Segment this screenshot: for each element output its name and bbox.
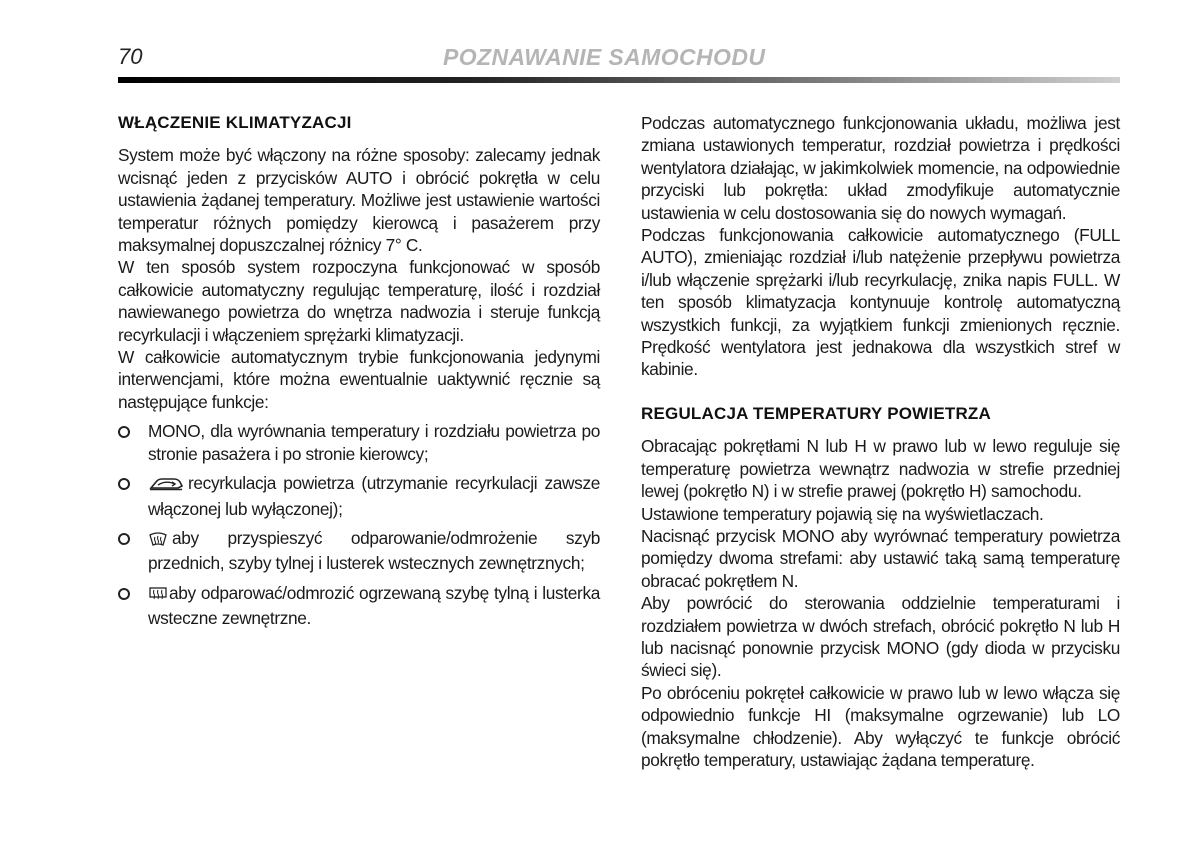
manual-functions-list: [118, 420, 600, 629]
paragraph: Podczas automatycznego funkcjonowania układu, możliwa jest zmiana ustawionych temperatur, rozdział powietrza i prędkości wentylatora działając, w jakimkolwiek momencie, na odpowiednie przyciski lub pokrętła: układ zmodyfikuje automatycznie ustawienia w celu dostosowania się do nowych wymagań.: [641, 113, 1120, 223]
paragraph: Po obróceniu pokręteł całkowicie w prawo lub w lewo włącza się odpowiednio funkcje HI (maksymalne ogrzewanie) lub LO (maksymalne chłodzenie). Aby wyłączyć te funkcje obrócić pokrętło temperatury, ustawiając żądana temperaturę.: [641, 682, 1120, 770]
header-rule: [118, 77, 1120, 83]
left-column: [118, 112, 600, 630]
list-item-text: recyrkulacja powietrza (utrzymanie recyrkulacji zawsze włączonej lub wyłączonej);: [148, 473, 600, 519]
paragraph: Aby powrócić do sterowania oddzielnie temperaturami i rozdziałem powietrza w dwóch strefach, obrócić pokrętło N lub H lub nacisnąć ponownie przycisk MONO (gdy dioda w przycisku świeci się).: [641, 593, 1120, 681]
recirculation-icon: [148, 475, 184, 497]
page-number: 70: [118, 44, 143, 69]
paragraph: System może być włączony na różne sposoby: zalecamy jednak wcisnąć jeden z przycisków AUTO i obrócić pokrętła w celu ustawienia żądanej temperatury. Możliwe jest ustawienie wartości temperatur różnych pomiędzy kierowcą i pasażerem przy maksymalnej dopuszczalnej różnicy 7° C.: [118, 145, 600, 256]
paragraph: W całkowicie automatycznym trybie funkcjonowania jedynymi interwencjami, które można ewentualnie uaktywnić ręcznie są następujące funkcje:: [118, 347, 600, 412]
section-heading-ac-activation: WŁĄCZENIE KLIMATYZACJI: [118, 113, 352, 132]
list-item: [118, 582, 600, 630]
paragraph: W ten sposób system rozpoczyna funkcjonować w sposób całkowicie automatyczny regulując temperaturę, ilość i rozdział nawiewanego powietrza do wnętrza nadwozia i steruje funkcją recyrkulacji i włączeniem sprężarki klimatyzacji.: [118, 257, 600, 345]
paragraph: Nacisnąć przycisk MONO aby wyrównać temperatury powietrza pomiędzy dwoma strefami: aby ustawić taką samą temperaturę obracać pokrętłem N.: [641, 525, 1120, 591]
windshield-defrost-icon: [148, 530, 168, 552]
list-item-text: aby przyspieszyć odparowanie/odmrożenie szyb przednich, szyby tylnej i lusterek wstecznych zewnętrznych;: [148, 527, 600, 574]
paragraph: Ustawione temperatury pojawią się na wyświetlaczach.: [641, 503, 1044, 524]
list-item: [118, 420, 600, 465]
paragraph: Obracając pokrętłami N lub H w prawo lub w lewo reguluje się temperaturę powietrza wewnątrz nadwozia w strefie przedniej lewej (pokrętło N) i w strefie prawej (pokrętło H) samochodu.: [641, 436, 1120, 502]
bullet-circle-icon: [118, 478, 130, 490]
right-column: [641, 112, 1120, 771]
list-item: [118, 472, 600, 520]
list-item: [118, 527, 600, 575]
list-item-text: MONO, dla wyrównania temperatury i rozdziału powietrza po stronie pasażera i po stronie kierowcy;: [148, 421, 600, 464]
running-head-title: POZNAWANIE SAMOCHODU: [443, 44, 766, 70]
section-heading-temperature-control: REGULACJA TEMPERATURY POWIETRZA: [641, 403, 991, 423]
bullet-circle-icon: [118, 533, 130, 545]
paragraph: Podczas funkcjonowania całkowicie automatycznego (FULL AUTO), zmieniając rozdział i/lub natężenie przepływu powietrza i/lub włączenie sprężarki i/lub recyrkulację, znika napis FULL. W ten sposób klimatyzacja kontynuuje kontrolę automatyczną wszystkich funkcji, za wyjątkiem funkcji zmienionych ręcznie. Prędkość wentylatora jest jednakowa dla wszystkich stref w kabinie.: [641, 225, 1120, 380]
bullet-circle-icon: [118, 426, 130, 438]
bullet-circle-icon: [118, 588, 130, 600]
list-item-text: aby odparować/odmrozić ogrzewaną szybę tylną i lusterka wsteczne zewnętrzne.: [148, 582, 600, 629]
rear-window-heater-icon: [148, 585, 168, 607]
